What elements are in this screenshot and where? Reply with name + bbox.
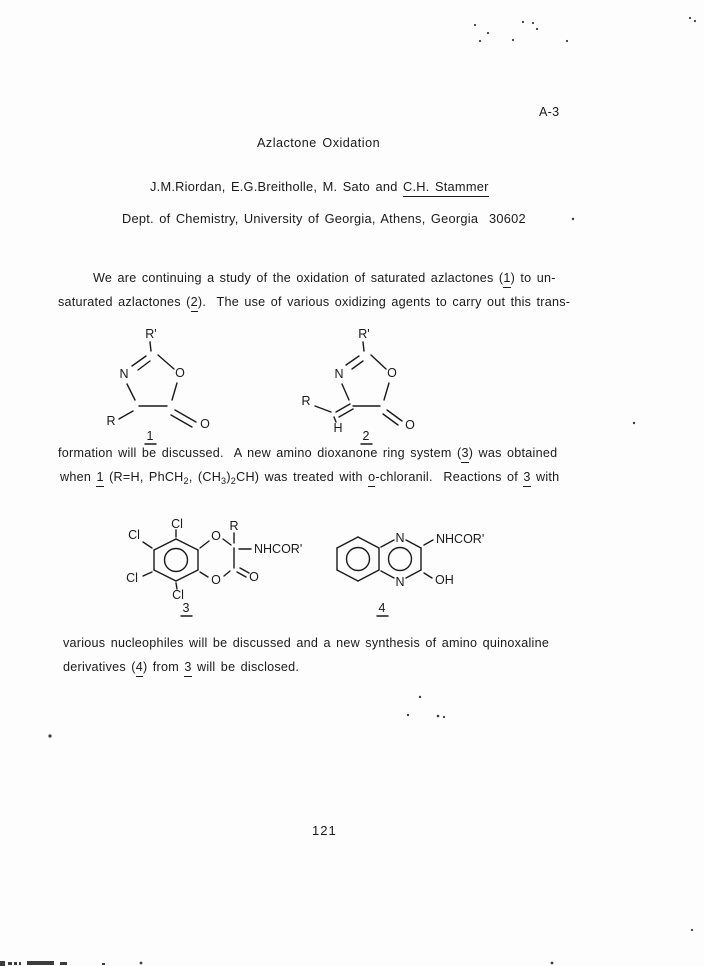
- s3-r-label: R: [229, 519, 239, 533]
- s1-nitrogen-label: N: [119, 367, 129, 381]
- affiliation-line: Dept. of Chemistry, University of Georgia, Athens, Georgia 30602: [122, 211, 526, 226]
- s3-carbonyl-oxygen-label: O: [249, 570, 259, 584]
- s3-bottom-oxygen-label: O: [211, 573, 221, 587]
- s1-carbonyl-oxygen-label: O: [200, 417, 210, 431]
- structure-2-unsaturated-azlactone: [301, 327, 415, 444]
- s4-nitrogen-top-label: N: [395, 531, 405, 545]
- page-corner-label: A-3: [539, 105, 560, 119]
- paragraph2-line1: formation will be discussed. A new amino dioxanone ring system (3) was obtained: [58, 446, 557, 460]
- paragraph1-line2: saturated azlactones (2). The use of various oxidizing agents to carry out this trans-: [58, 295, 570, 309]
- s2-vinyl-h-label: H: [333, 421, 343, 435]
- authors-line: J.M.Riordan, E.G.Breitholle, M. Sato and C.H. Stammer: [150, 180, 489, 195]
- s2-r-label: R: [301, 394, 311, 408]
- s1-r-prime-label: R': [145, 327, 157, 341]
- paragraph2-line2: when 1 (R=H, PhCH$_2$, $(CH_3)_2CH$) was treated with o-chloranil. Reactions of 3 with: [60, 470, 560, 486]
- s2-nitrogen-label: N: [334, 367, 344, 381]
- s2-compound-number: 2: [362, 429, 370, 443]
- structure-1-saturated-azlactone: [106, 327, 210, 444]
- paragraph3-line2: derivatives (4) from 3 will be disclosed.: [63, 660, 299, 674]
- s4-nitrogen-bottom-label: N: [395, 575, 405, 589]
- s3-amide-group-label: NHCOR': [254, 542, 303, 556]
- s1-r-label: R: [106, 414, 116, 428]
- structure-3-amino-dioxanone: [126, 517, 302, 616]
- s3-chlorine-upper-left-label: Cl: [128, 528, 140, 542]
- page-number: 121: [312, 823, 337, 838]
- s2-r-prime-label: R': [358, 327, 370, 341]
- s3-chlorine-top-label: Cl: [171, 517, 183, 531]
- scan-noise-specks: [0, 17, 696, 966]
- s2-carbonyl-oxygen-label: O: [405, 418, 415, 432]
- paper-title: Azlactone Oxidation: [257, 136, 381, 150]
- s1-ring-oxygen-label: O: [175, 366, 185, 380]
- paragraph3-line1: various nucleophiles will be discussed and a new synthesis of amino quinoxaline: [63, 636, 550, 650]
- s3-chlorine-lower-left-label: Cl: [126, 571, 138, 585]
- paragraph1-line1: We are continuing a study of the oxidation of saturated azlactones (1) to un-: [93, 271, 556, 285]
- s4-amide-group-label: NHCOR': [436, 532, 485, 546]
- s4-compound-number: 4: [378, 601, 386, 615]
- s3-compound-number: 3: [182, 601, 190, 615]
- s3-chlorine-bottom-label: Cl: [172, 588, 184, 602]
- s3-top-oxygen-label: O: [211, 529, 221, 543]
- structure-4-amino-quinoxaline: [337, 531, 484, 616]
- s1-compound-number: 1: [146, 429, 154, 443]
- s4-hydroxyl-label: OH: [435, 573, 454, 587]
- s2-ring-oxygen-label: O: [387, 366, 397, 380]
